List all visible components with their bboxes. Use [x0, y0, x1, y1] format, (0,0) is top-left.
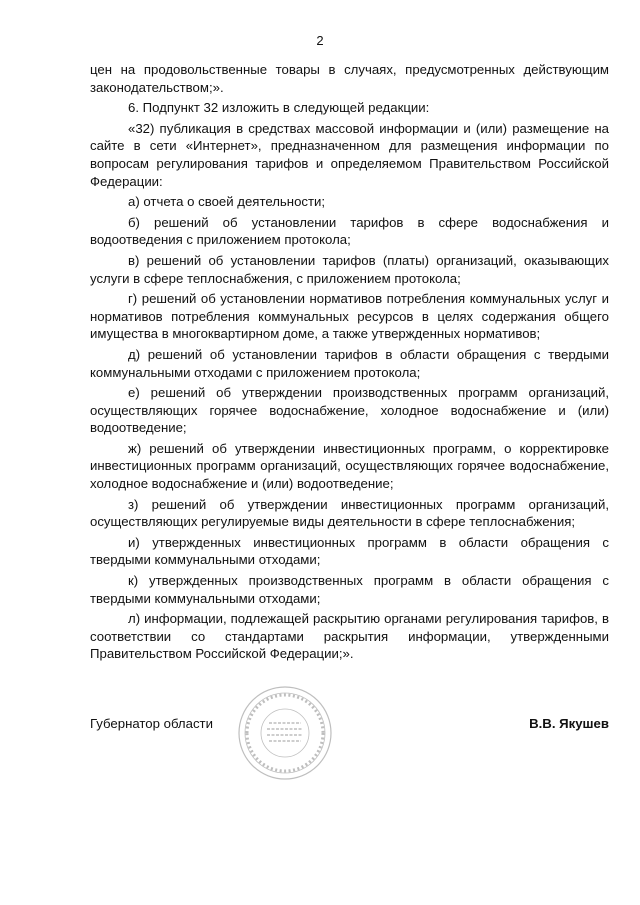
- signatory-title: Губернатор области: [90, 716, 213, 731]
- list-item-a: а) отчета о своей деятельности;: [128, 194, 326, 210]
- signature-block: [90, 716, 609, 740]
- page-number: 2: [316, 33, 324, 48]
- list-item-i: и) утвержденных инвестиционных программ в области обращения с твердыми коммунальными отходами;: [90, 534, 609, 568]
- document-body: [90, 61, 609, 666]
- list-item-d: д) решений об установлении тарифов в области обращения с твердыми коммунальными отходами с приложением протокола;: [90, 346, 609, 380]
- list-item-z: з) решений об утверждении инвестиционных программ организаций, осуществляющих регулируемые виды деятельности в сфере теплоснабжения;: [90, 496, 609, 530]
- list-item-zh: ж) решений об утверждении инвестиционных программ, о корректировке инвестиционных программ организаций, осуществляющих горячее водоснабжение, холодное водоснабжение и (или) водоотведение;: [90, 440, 609, 492]
- list-item-b: б) решений об установлении тарифов в сфере водоснабжения и водоотведения с приложением протокола;: [90, 214, 609, 248]
- list-item-e: е) решений об утверждении производственных программ организаций, осуществляющих горячее водоснабжение, холодное водоснабжение и (или) водоотведение;: [90, 385, 609, 436]
- paragraph-continuation: цен на продовольственные товары в случаях, предусмотренных действующим законодательством;».: [90, 62, 609, 95]
- list-item-l: л) информации, подлежащей раскрытию органами регулирования тарифов, в соответствии со стандартами раскрытия информации, утвержденными Правительством Российской Федерации;».: [90, 611, 609, 662]
- list-item-g: г) решений об установлении нормативов потребления коммунальных услуг и нормативов потребления коммунальных ресурсов в целях содержания общего имущества в многоквартирном доме, а также утвержденных нормативов;: [90, 291, 609, 342]
- list-item-k: к) утвержденных производственных программ в области обращения с твердыми коммунальными отходами;: [90, 573, 609, 606]
- paragraph-item-6: 6. Подпункт 32 изложить в следующей редакции:: [128, 100, 430, 116]
- list-item-v: в) решений об установлении тарифов (платы) организаций, оказывающих услуги в сфере теплоснабжения, с приложением протокола;: [90, 252, 609, 286]
- paragraph-subitem-32: «32) публикация в средствах массовой информации и (или) размещение на сайте в сети «Интернет», предназначенном для размещения информации по вопросам регулирования тарифов и определяемом Правительством Российской Федерации:: [90, 120, 609, 189]
- signatory-name: В.В. Якушев: [529, 716, 609, 731]
